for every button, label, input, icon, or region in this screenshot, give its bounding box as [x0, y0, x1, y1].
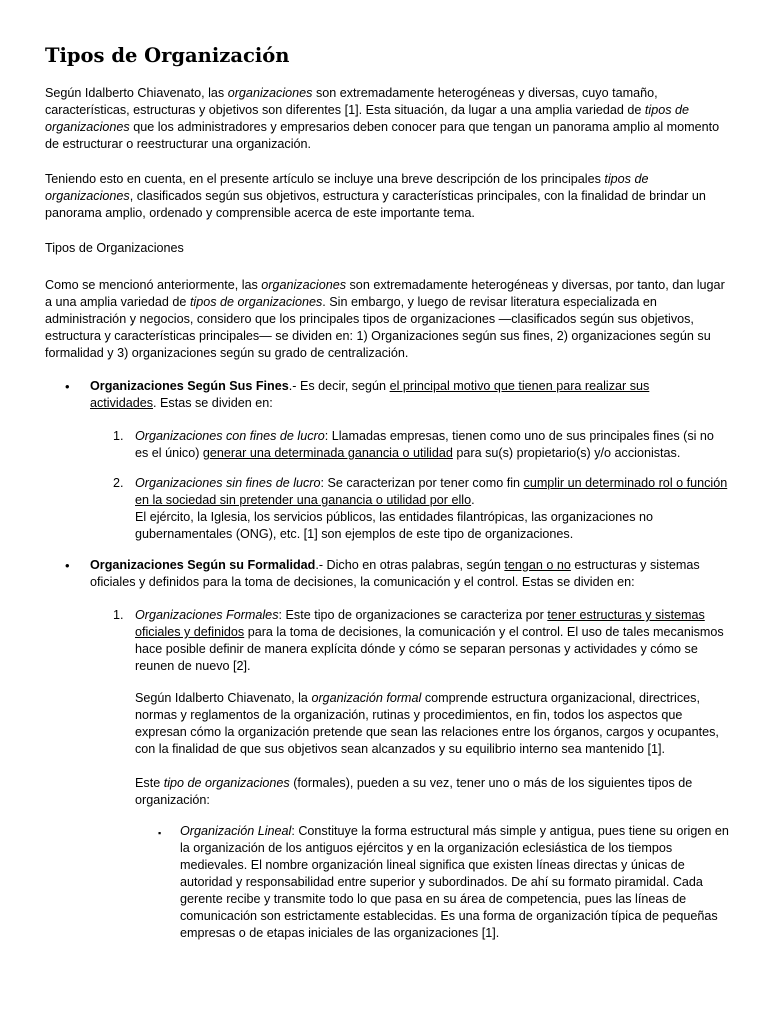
emphasis-text: tipo de organizaciones — [163, 776, 290, 790]
emphasis-text: organizaciones — [261, 278, 347, 292]
emphasis-text: organización formal — [311, 691, 422, 705]
text-run: : Se caracterizan por tener como fin — [320, 476, 524, 490]
bullet-formalidad — [90, 557, 720, 591]
bullet-marker: • — [65, 558, 70, 573]
text-run: para la toma de decisiones, la comunicación y el control. El uso de tales mecanismos hace posible definir de manera explícita dónde y cómo se separan personas y actividades y cómo se reunen de nuevo [2]. — [135, 625, 724, 673]
text-run: El ejército, la Iglesia, los servicios públicos, las entidades filantrópicas, las organizaciones no gubernamentales (ONG), etc. [1] son ejemplos de este tipo de organizaciones. — [135, 510, 654, 541]
text-run: Teniendo esto en cuenta, en el presente artículo se incluye una breve descripción de los principales — [45, 172, 605, 186]
text-run: . Sin embargo, y luego de revisar literatura especializada en administración y negocios, considero que los principales tipos de organizaciones —clasificados según sus objetivos, estructura y características principales— se dividen en: 1) Organizaciones según sus fines, 2) organizaciones según su formalidad y 3) organizaciones según su grado de centralización. — [45, 295, 711, 360]
intro-paragraph-2 — [45, 171, 725, 222]
underlined-text: generar una determinada ganancia o utilidad — [202, 446, 453, 460]
underlined-text: el principal motivo que tienen para realizar sus actividades — [90, 379, 650, 410]
text-run: .- Es decir, según — [288, 379, 390, 393]
square-bullet-marker: ▪ — [158, 828, 162, 838]
sub-bullet-lineal — [180, 823, 730, 942]
text-run: que los administradores y empresarios deben conocer para que tengan un panorama amplio al momento de estructurar o reestructurar una organización. — [45, 120, 720, 151]
emphasis-text: Organizaciones con fines de lucro — [135, 429, 325, 443]
underlined-text: cumplir un determinado rol o función en la sociedad sin pretender una ganancia o utilidad por ello — [135, 476, 728, 507]
list-number: 1. — [113, 608, 124, 622]
text-run: .- Dicho en otras palabras, según — [315, 558, 505, 572]
page-title: Tipos de Organización — [45, 44, 290, 67]
bullet-marker: • — [65, 379, 70, 394]
text-run: son extremadamente heterogéneas y diversas, por tanto, dan lugar a una amplia variedad de — [45, 278, 725, 309]
text-run: : Llamadas empresas, tienen como uno de sus principales fines (si no es el único) — [135, 429, 714, 460]
text-run: comprende estructura organizacional, directrices, normas y reglamentos de la organización, rutinas y procedimientos, en fin, todos los aspectos que expresan cómo la organización pretende que sean las relaciones entre los órganos, cargos y ocupantes, con la finalidad de que sus objetivos sean alcanzados y su equilibrio interno sea mantenido [1]. — [135, 691, 719, 756]
text-run: son extremadamente heterogéneas y diversas, cuyo tamaño, características, estructuras y objetivos son diferentes [1]. Esta situación, da lugar a una amplia variedad de — [45, 86, 658, 117]
paragraph-este-tipo — [135, 775, 730, 809]
emphasis-text: Organización Lineal — [180, 824, 292, 838]
section-heading: Tipos de Organizaciones — [45, 241, 184, 255]
text-run: Según Idalberto Chiavenato, la — [135, 691, 312, 705]
bold-text: Organizaciones Según Sus Fines — [90, 379, 289, 393]
text-run: Como se mencionó anteriormente, las — [45, 278, 262, 292]
text-run: Este — [135, 776, 164, 790]
text-run: . Estas se dividen en: — [153, 396, 273, 410]
emphasis-text: Organizaciones sin fines de lucro — [135, 476, 321, 490]
bold-text: Organizaciones Según su Formalidad — [90, 558, 316, 572]
paragraph-chiavenato — [135, 690, 730, 758]
emphasis-text: tipos de organizaciones — [45, 103, 690, 134]
text-run: Según Idalberto Chiavenato, las — [45, 86, 228, 100]
section-paragraph — [45, 277, 725, 362]
bullet-fines — [90, 378, 710, 412]
emphasis-text: tipos de organizaciones — [189, 295, 323, 309]
text-run: para su(s) propietario(s) y/o accionistas. — [452, 446, 681, 460]
list-item-lucro — [135, 428, 730, 462]
intro-paragraph-1 — [45, 85, 725, 153]
text-run: (formales), pueden a su vez, tener uno o más de los siguientes tipos de organización: — [135, 776, 693, 807]
text-run: estructuras y sistemas oficiales y definidos para la toma de decisiones, la comunicación y el control. Estas se dividen en: — [90, 558, 700, 589]
emphasis-text: organizaciones — [227, 86, 313, 100]
text-run: . — [471, 493, 475, 507]
list-number: 1. — [113, 429, 124, 443]
list-number: 2. — [113, 476, 124, 490]
underlined-text: tener estructuras y sistemas oficiales y definidos — [135, 608, 705, 639]
emphasis-text: Organizaciones Formales — [135, 608, 279, 622]
list-item-formales — [135, 607, 730, 675]
text-run: : Constituye la forma estructural más simple y antigua, pues tiene su origen en la organización de los antiguos ejércitos y en la organización eclesiástica de los tiempos medievales. El nombre organización lineal significa que existen líneas directas y únicas de autoridad y responsabilidad entre superior y subordinados. De ahí su formato piramidal. Cada gerente recibe y transmite todo lo que pasa en su área de competencia, pues las líneas de comunicación son estrictamente establecidas. Es una forma de organización típica de pequeñas empresas o de etapas iniciales de las organizaciones [1]. — [180, 824, 729, 940]
list-item-sin-lucro — [135, 475, 730, 543]
text-run: : Este tipo de organizaciones se caracteriza por — [278, 608, 548, 622]
underlined-text: tengan o no — [504, 558, 571, 572]
text-run: , clasificados según sus objetivos, estructura y características principales, con la finalidad de brindar un panorama amplio, ordenado y comprensible acerca de este importante tema. — [45, 189, 706, 220]
emphasis-text: tipos de organizaciones — [45, 172, 649, 203]
